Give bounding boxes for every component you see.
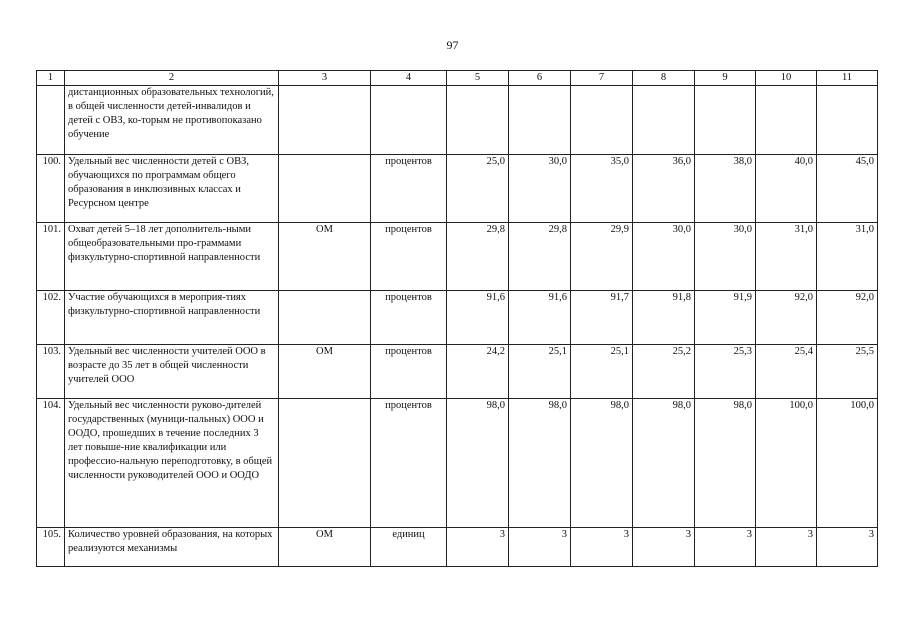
value-cell: 3: [571, 528, 633, 567]
row-number: 101.: [37, 223, 65, 291]
indicator-text: Количество уровней образования, на которых реализуются механизмы: [65, 528, 279, 567]
unit-cell: [371, 86, 447, 155]
column-header: 6: [509, 71, 571, 86]
indicators-table: [36, 70, 878, 567]
source-cell: ОМ: [279, 345, 371, 399]
value-cell: 91,6: [509, 291, 571, 345]
indicator-text: дистанционных образовательных технологий, в общей численности детей-инвалидов и детей с ОВЗ, ко-торым не противопоказано обучение: [65, 86, 279, 155]
indicator-text: Удельный вес численности детей с ОВЗ, обучающихся по программам общего образования в инклюзивных классах и Ресурсном центре: [65, 155, 279, 223]
column-header: 1: [37, 71, 65, 86]
column-header: 10: [756, 71, 817, 86]
value-cell: [509, 86, 571, 155]
value-cell: 25,0: [447, 155, 509, 223]
value-cell: 45,0: [817, 155, 878, 223]
table-row: [37, 399, 878, 528]
value-cell: 3: [817, 528, 878, 567]
value-cell: 29,8: [509, 223, 571, 291]
column-header: 4: [371, 71, 447, 86]
row-number: 104.: [37, 399, 65, 528]
value-cell: 3: [447, 528, 509, 567]
row-number: [37, 86, 65, 155]
value-cell: 30,0: [695, 223, 756, 291]
unit-cell: единиц: [371, 528, 447, 567]
value-cell: 3: [509, 528, 571, 567]
value-cell: [817, 86, 878, 155]
column-header: 8: [633, 71, 695, 86]
value-cell: 36,0: [633, 155, 695, 223]
value-cell: 91,6: [447, 291, 509, 345]
indicator-text: Охват детей 5–18 лет дополнитель-ными общеобразовательными про-граммами физкультурно-спортивной направленности: [65, 223, 279, 291]
value-cell: 91,7: [571, 291, 633, 345]
column-header: 7: [571, 71, 633, 86]
value-cell: 25,5: [817, 345, 878, 399]
value-cell: 98,0: [633, 399, 695, 528]
value-cell: 30,0: [509, 155, 571, 223]
source-cell: ОМ: [279, 528, 371, 567]
unit-cell: процентов: [371, 345, 447, 399]
value-cell: 30,0: [633, 223, 695, 291]
row-number: 105.: [37, 528, 65, 567]
value-cell: 25,2: [633, 345, 695, 399]
value-cell: 25,1: [509, 345, 571, 399]
value-cell: 100,0: [817, 399, 878, 528]
table-row: [37, 528, 878, 567]
value-cell: 38,0: [695, 155, 756, 223]
row-number: 100.: [37, 155, 65, 223]
source-cell: [279, 86, 371, 155]
table-row: [37, 223, 878, 291]
source-cell: ОМ: [279, 223, 371, 291]
row-number: 102.: [37, 291, 65, 345]
table-row: [37, 345, 878, 399]
value-cell: 91,9: [695, 291, 756, 345]
value-cell: [695, 86, 756, 155]
value-cell: 91,8: [633, 291, 695, 345]
value-cell: 31,0: [817, 223, 878, 291]
page-number: 97: [446, 38, 459, 52]
value-cell: 24,2: [447, 345, 509, 399]
value-cell: 3: [695, 528, 756, 567]
column-header: 11: [817, 71, 878, 86]
value-cell: 29,8: [447, 223, 509, 291]
table-row: [37, 86, 878, 155]
value-cell: [756, 86, 817, 155]
value-cell: 98,0: [447, 399, 509, 528]
value-cell: 25,3: [695, 345, 756, 399]
column-header: 2: [65, 71, 279, 86]
value-cell: 92,0: [756, 291, 817, 345]
unit-cell: процентов: [371, 399, 447, 528]
value-cell: 35,0: [571, 155, 633, 223]
value-cell: [447, 86, 509, 155]
indicator-text: Удельный вес численности учителей ООО в возрасте до 35 лет в общей численности учителей ООО: [65, 345, 279, 399]
value-cell: 92,0: [817, 291, 878, 345]
unit-cell: процентов: [371, 155, 447, 223]
source-cell: [279, 291, 371, 345]
value-cell: 29,9: [571, 223, 633, 291]
unit-cell: процентов: [371, 223, 447, 291]
value-cell: 25,1: [571, 345, 633, 399]
value-cell: [571, 86, 633, 155]
table-row: [37, 155, 878, 223]
column-header: 9: [695, 71, 756, 86]
value-cell: 3: [633, 528, 695, 567]
value-cell: 98,0: [571, 399, 633, 528]
table-row: [37, 291, 878, 345]
indicator-text: Удельный вес численности руково-дителей государственных (муници-пальных) ООО и ООДО, прошедших в течение последних 3 лет повыше-ние квалификации или профессио-нальную переподготовку, в общей численности руководителей ООО и ООДО: [65, 399, 279, 528]
value-cell: [633, 86, 695, 155]
source-cell: [279, 155, 371, 223]
value-cell: 3: [756, 528, 817, 567]
indicator-text: Участие обучающихся в мероприя-тиях физкультурно-спортивной направленности: [65, 291, 279, 345]
value-cell: 40,0: [756, 155, 817, 223]
column-header: 5: [447, 71, 509, 86]
unit-cell: процентов: [371, 291, 447, 345]
value-cell: 25,4: [756, 345, 817, 399]
source-cell: [279, 399, 371, 528]
value-cell: 98,0: [695, 399, 756, 528]
value-cell: 100,0: [756, 399, 817, 528]
column-header: 3: [279, 71, 371, 86]
value-cell: 98,0: [509, 399, 571, 528]
row-number: 103.: [37, 345, 65, 399]
value-cell: 31,0: [756, 223, 817, 291]
header-row: [37, 71, 878, 86]
